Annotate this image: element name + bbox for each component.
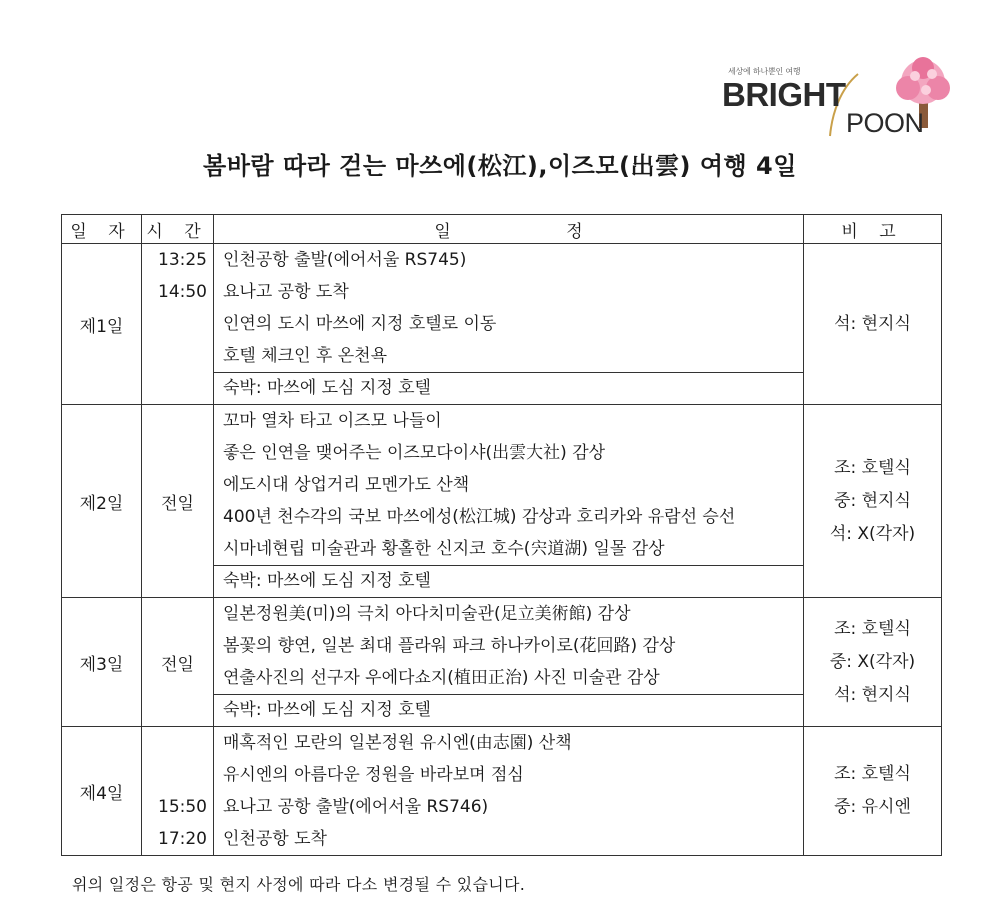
table-row [62, 727, 942, 856]
header-note: 비 고 [804, 215, 942, 244]
note-item: 조: 호텔식 [834, 457, 911, 478]
note-cell [804, 598, 942, 727]
table-row [62, 405, 942, 566]
note-item: 석: X(각자) [829, 523, 916, 544]
logo-word-bright: BRIGHT [722, 76, 846, 113]
brand-logo [720, 44, 960, 140]
schedule-cell [214, 727, 804, 856]
schedule-item: 연출사진의 선구자 우에다쇼지(植田正治) 사진 미술관 감상 [223, 668, 660, 688]
time-spacer [142, 727, 207, 759]
table-header-row [62, 215, 942, 244]
schedule-item: 인천공항 도착 [223, 829, 327, 849]
time-spacer [142, 759, 207, 791]
schedule-item: 요나고 공항 출발(에어서울 RS746) [223, 797, 489, 817]
time-value: 17:20 [158, 829, 207, 849]
time-label: 전일 [142, 598, 214, 727]
schedule-cell [214, 244, 804, 373]
header-schedule: 일 정 [214, 215, 804, 244]
header-day: 일 자 [62, 215, 142, 244]
note-cell [804, 405, 942, 598]
schedule-item: 인천공항 출발(에어서울 RS745) [223, 250, 467, 270]
day-label: 제4일 [62, 727, 142, 856]
day-label: 제3일 [62, 598, 142, 727]
footer-note: 위의 일정은 항공 및 현지 사정에 따라 다소 변경될 수 있습니다. [72, 875, 526, 894]
schedule-cell [214, 598, 804, 695]
note-item: 석: 현지식 [834, 684, 911, 705]
schedule-item: 시마네현립 미술관과 황홀한 신지코 호수(宍道湖) 일몰 감상 [223, 539, 665, 559]
schedule-cell [214, 405, 804, 566]
note-item: 조: 호텔식 [834, 618, 911, 639]
schedule-item: 좋은 인연을 맺어주는 이즈모다이샤(出雲大社) 감상 [223, 443, 606, 463]
schedule-item: 꼬마 열차 타고 이즈모 나들이 [223, 411, 442, 431]
time-cell [142, 244, 214, 405]
itinerary-table [61, 214, 942, 856]
schedule-item: 봄꽃의 향연, 일본 최대 플라워 파크 하나카이로(花回路) 감상 [223, 636, 676, 656]
schedule-item: 요나고 공항 도착 [223, 282, 349, 302]
stay-cell: 숙박: 마쓰에 도심 지정 호텔 [214, 566, 804, 598]
note-item: 중: X(각자) [829, 651, 916, 672]
stay-cell: 숙박: 마쓰에 도심 지정 호텔 [214, 373, 804, 405]
day-label: 제1일 [62, 244, 142, 405]
note-item: 중: 유시엔 [834, 797, 911, 817]
time-label: 전일 [142, 405, 214, 598]
note-item: 석: 현지식 [834, 313, 911, 334]
schedule-item: 매혹적인 모란의 일본정원 유시엔(由志園) 산책 [223, 733, 572, 753]
note-item: 중: 현지식 [834, 490, 911, 511]
logo-tagline: 세상에 하나뿐인 여행 [728, 67, 801, 76]
schedule-item: 400년 천수각의 국보 마쓰에성(松江城) 감상과 호리카와 유람선 승선 [223, 507, 736, 527]
table-row [62, 244, 942, 373]
logo-word-spoon: POON [846, 108, 924, 138]
schedule-item: 호텔 체크인 후 온천욕 [223, 346, 388, 366]
schedule-item: 일본정원美(미)의 극치 아다치미술관(足立美術館) 감상 [223, 604, 631, 624]
header-time: 시 간 [142, 215, 214, 244]
note-item: 조: 호텔식 [834, 764, 911, 784]
note-cell [804, 727, 942, 856]
stay-cell: 숙박: 마쓰에 도심 지정 호텔 [214, 695, 804, 727]
note-cell [804, 244, 942, 405]
time-value: 13:25 [158, 250, 207, 270]
table-row [62, 598, 942, 695]
time-value: 14:50 [158, 282, 207, 302]
time-value: 15:50 [158, 797, 207, 817]
schedule-item: 유시엔의 아름다운 정원을 바라보며 점심 [223, 765, 524, 785]
page-title: 봄바람 따라 걷는 마쓰에(松江),이즈모(出雲) 여행 4일 [203, 152, 797, 180]
schedule-item: 에도시대 상업거리 모멘가도 산책 [223, 475, 470, 495]
schedule-item: 인연의 도시 마쓰에 지정 호텔로 이동 [223, 314, 497, 334]
time-cell [142, 727, 214, 856]
day-label: 제2일 [62, 405, 142, 598]
